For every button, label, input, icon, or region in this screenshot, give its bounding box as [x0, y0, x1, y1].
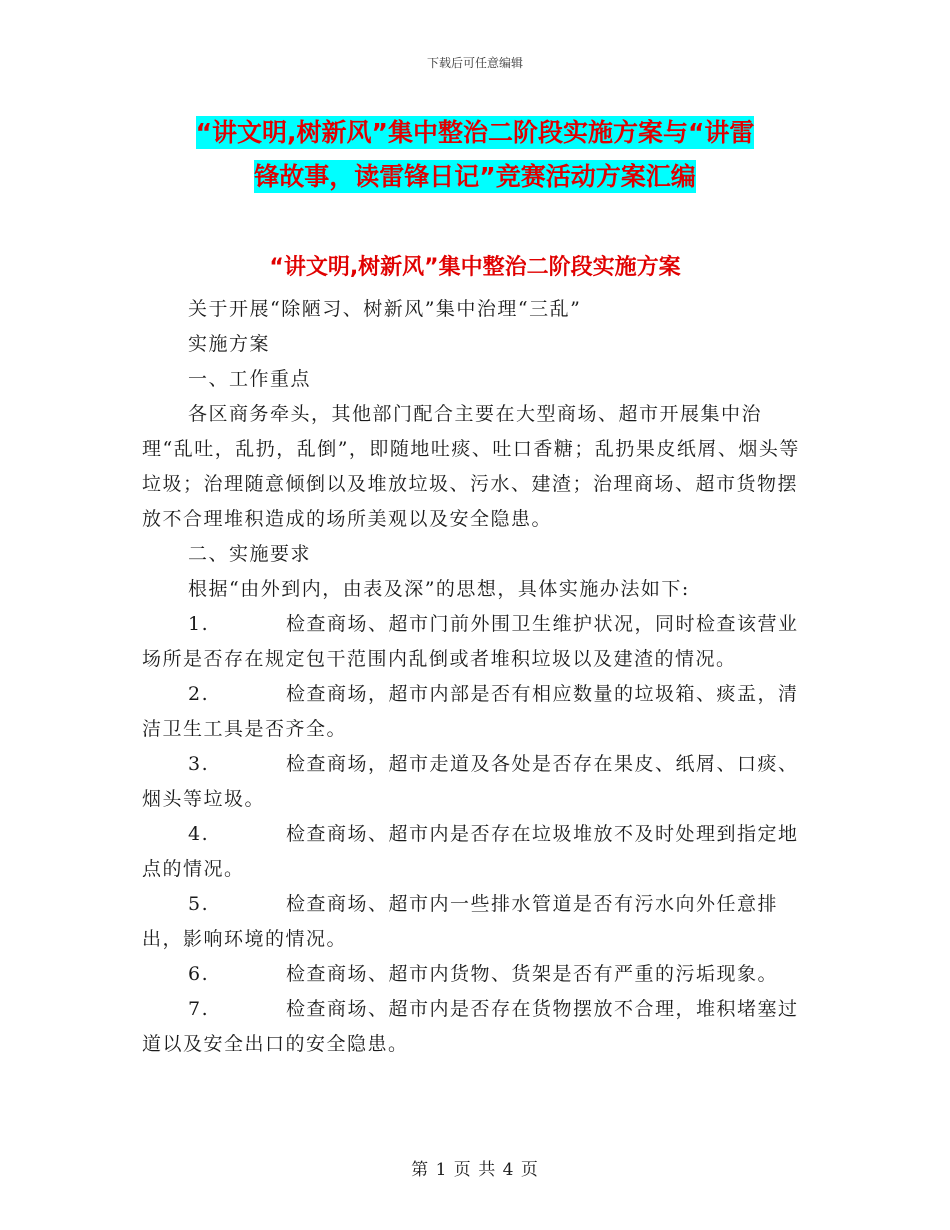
title-highlight: 锋故事，读雷锋日记”竞赛活动方案汇编 — [254, 162, 696, 191]
list-text: 检查商场、超市内是否存在货物摆放不合理，堆积堵塞过道以及安全出口的安全隐患。 — [142, 998, 799, 1055]
list-text: 检查商场、超市内货物、货架是否有严重的污垢现象。 — [286, 963, 779, 985]
intro-line: 关于开展“除陋习、树新风”集中治理“三乱” — [188, 298, 582, 320]
list-item — [142, 677, 812, 747]
list-number: 2. — [188, 683, 210, 705]
page-footer: 第 1 页 共 4 页 — [411, 1160, 539, 1180]
list-item — [142, 607, 812, 677]
heading-requirements: 二、实施要求 — [188, 543, 312, 565]
list-number: 7. — [188, 998, 210, 1020]
title-highlight: “讲文明,树新风”集中整治二阶段实施方案与“讲雷 — [195, 118, 755, 147]
section-title: “讲文明,树新风”集中整治二阶段实施方案 — [269, 255, 681, 280]
heading-work-focus: 一、工作重点 — [188, 368, 312, 390]
paragraph: 根据“由外到内，由表及深”的思想，具体实施办法如下: — [188, 578, 690, 600]
document-title-line-1 — [0, 113, 950, 149]
list-number: 4. — [188, 823, 210, 845]
list-item — [142, 887, 812, 957]
list-text: 检查商场，超市走道及各处是否存在果皮、纸屑、口痰、烟头等垃圾。 — [142, 753, 799, 810]
document-title-line-2 — [0, 157, 950, 193]
list-item — [142, 817, 812, 887]
paragraph: 各区商务牵头，其他部门配合主要在大型商场、超市开展集中治理“乱吐，乱扔，乱倒”，即随地吐痰、吐口香糖；乱扔果皮纸屑、烟头等垃圾；治理随意倾倒以及堆放垃圾、污水、建渣；治理商场、超市货物摆放不合理堆积造成的场所美观以及安全隐患。 — [142, 403, 800, 530]
list-number: 5. — [188, 893, 210, 915]
list-number: 1. — [188, 613, 210, 635]
list-number: 6. — [188, 963, 210, 985]
list-text: 检查商场、超市门前外围卫生维护状况，同时检查该营业场所是否存在规定包干范围内乱倒或者堆积垃圾以及建渣的情况。 — [142, 613, 799, 670]
list-text: 检查商场、超市内一些排水管道是否有污水向外任意排出，影响环境的情况。 — [142, 893, 779, 950]
list-text: 检查商场、超市内是否存在垃圾堆放不及时处理到指定地点的情况。 — [142, 823, 799, 880]
list-item — [142, 992, 812, 1062]
document-body — [142, 292, 812, 1062]
list-number: 3. — [188, 753, 210, 775]
intro-line: 实施方案 — [188, 333, 271, 355]
list-item — [142, 957, 812, 992]
header-note: 下载后可任意编辑 — [426, 56, 523, 70]
list-item — [142, 747, 812, 817]
list-text: 检查商场，超市内部是否有相应数量的垃圾箱、痰盂，清洁卫生工具是否齐全。 — [142, 683, 799, 740]
